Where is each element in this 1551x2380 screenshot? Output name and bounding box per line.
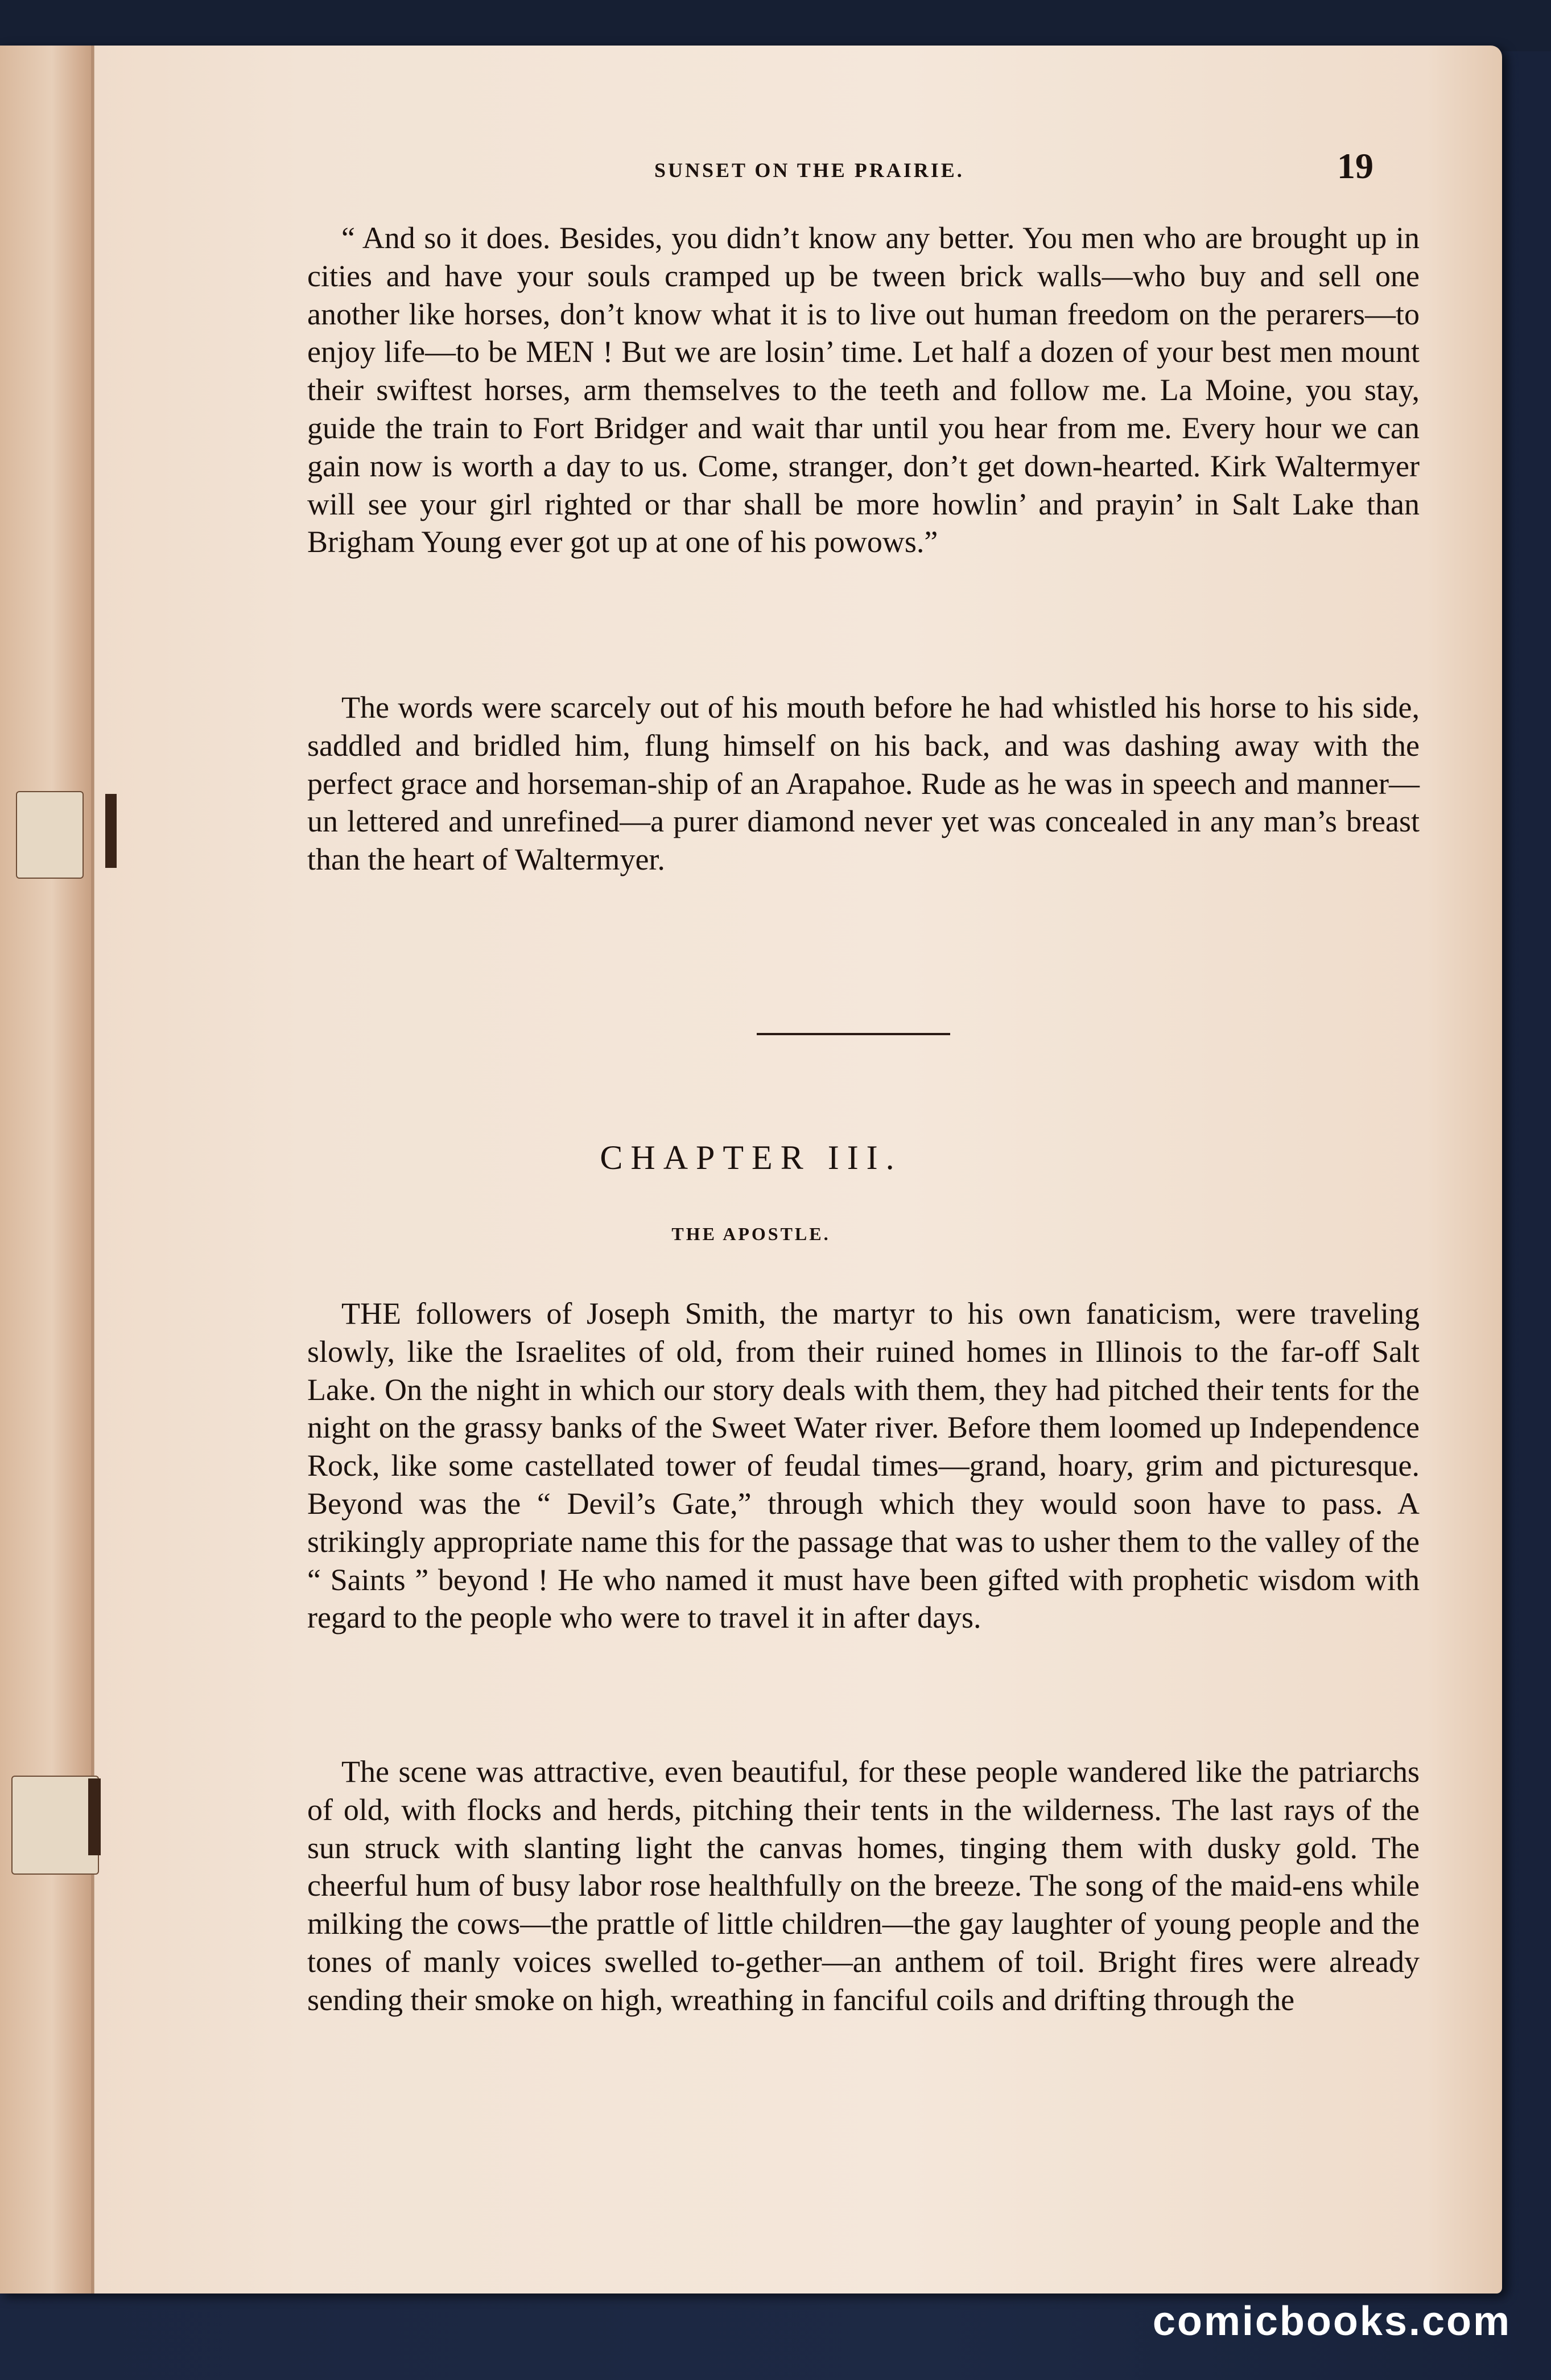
binding-tear-lower <box>11 1776 99 1875</box>
section-divider <box>757 1033 950 1035</box>
chapter-subtitle: THE APOSTLE. <box>671 1224 831 1244</box>
paragraph-4: The scene was attractive, even beautiful, for these people wandered like the patriarchs of old, with flocks and herds, pitching their tents in the wilderness. The last rays of the sun struck with slanting light the canvas homes, tinging them with dusky gold. The cheerful hum of busy labor rose healthfully on the breeze. The song of the maid-ens while milking the cows—the prattle of little children—the gay laughter of young people and the tones of manly voices swelled to-gether—an anthem of toil. Bright fires were already sending their smoke on high, wreathing in fanciful coils and drifting through the <box>307 1755 1420 2017</box>
binding-stitch-lower <box>88 1778 101 1855</box>
top-edge <box>0 0 1551 51</box>
page-number: 19 <box>1337 146 1373 186</box>
binding-stitch-upper <box>105 794 117 868</box>
running-title: SUNSET ON THE PRAIRIE. <box>654 159 964 182</box>
paragraph-1: “ And so it does. Besides, you didn’t know any better. You men who are brought up in cities and have your souls cramped up be tween brick walls—who buy and sell one another like horses, don’t know what it is to live out human freedom on the perarers—to enjoy life—to be MEN ! But we are losin’ time. Let half a dozen of your best men mount their swiftest horses, arm themselves to the teeth and follow me. La Moine, you stay, guide the train to Fort Bridger and wait thar until you hear from me. Every hour we can gain now is worth a day to us. Come, stranger, don’t get down-hearted. Kirk Waltermyer will see your girl righted or thar shall be more howlin’ and prayin’ in Salt Lake than Brigham Young ever got up at one of his powows.” <box>307 221 1420 559</box>
chapter-title: CHAPTER III. <box>600 1139 902 1176</box>
watermark: comicbooks.com <box>1152 2299 1511 2344</box>
paragraph-2: The words were scarcely out of his mouth before he had whistled his horse to his side, saddled and bridled him, flung himself on his back, and was dashing away with the perfect grace and horseman-ship of an Arapahoe. Rude as he was in speech and manner—un lettered and unrefined—a purer diamond never yet was concealed in any man’s breast than the heart of Waltermyer. <box>307 690 1420 877</box>
binding-tear-upper <box>16 791 84 879</box>
paragraph-3: THE followers of Joseph Smith, the martyr to his own fanaticism, were traveling slowly, like the Israelites of old, from their ruined homes in Illinois to the far-off Salt Lake. On the night in which our story deals with them, they had pitched their tents for the night on the grassy banks of the Sweet Water river. Before them loomed up Independence Rock, like some castellated tower of feudal times—grand, hoary, grim and picturesque. Beyond was the “ Devil’s Gate,” through which they would soon have to pass. A strikingly appropriate name this for the passage that was to usher them to the valley of the “ Saints ” beyond ! He who named it must have been gifted with prophetic wisdom with regard to the people who were to travel it in after days. <box>307 1296 1420 1635</box>
